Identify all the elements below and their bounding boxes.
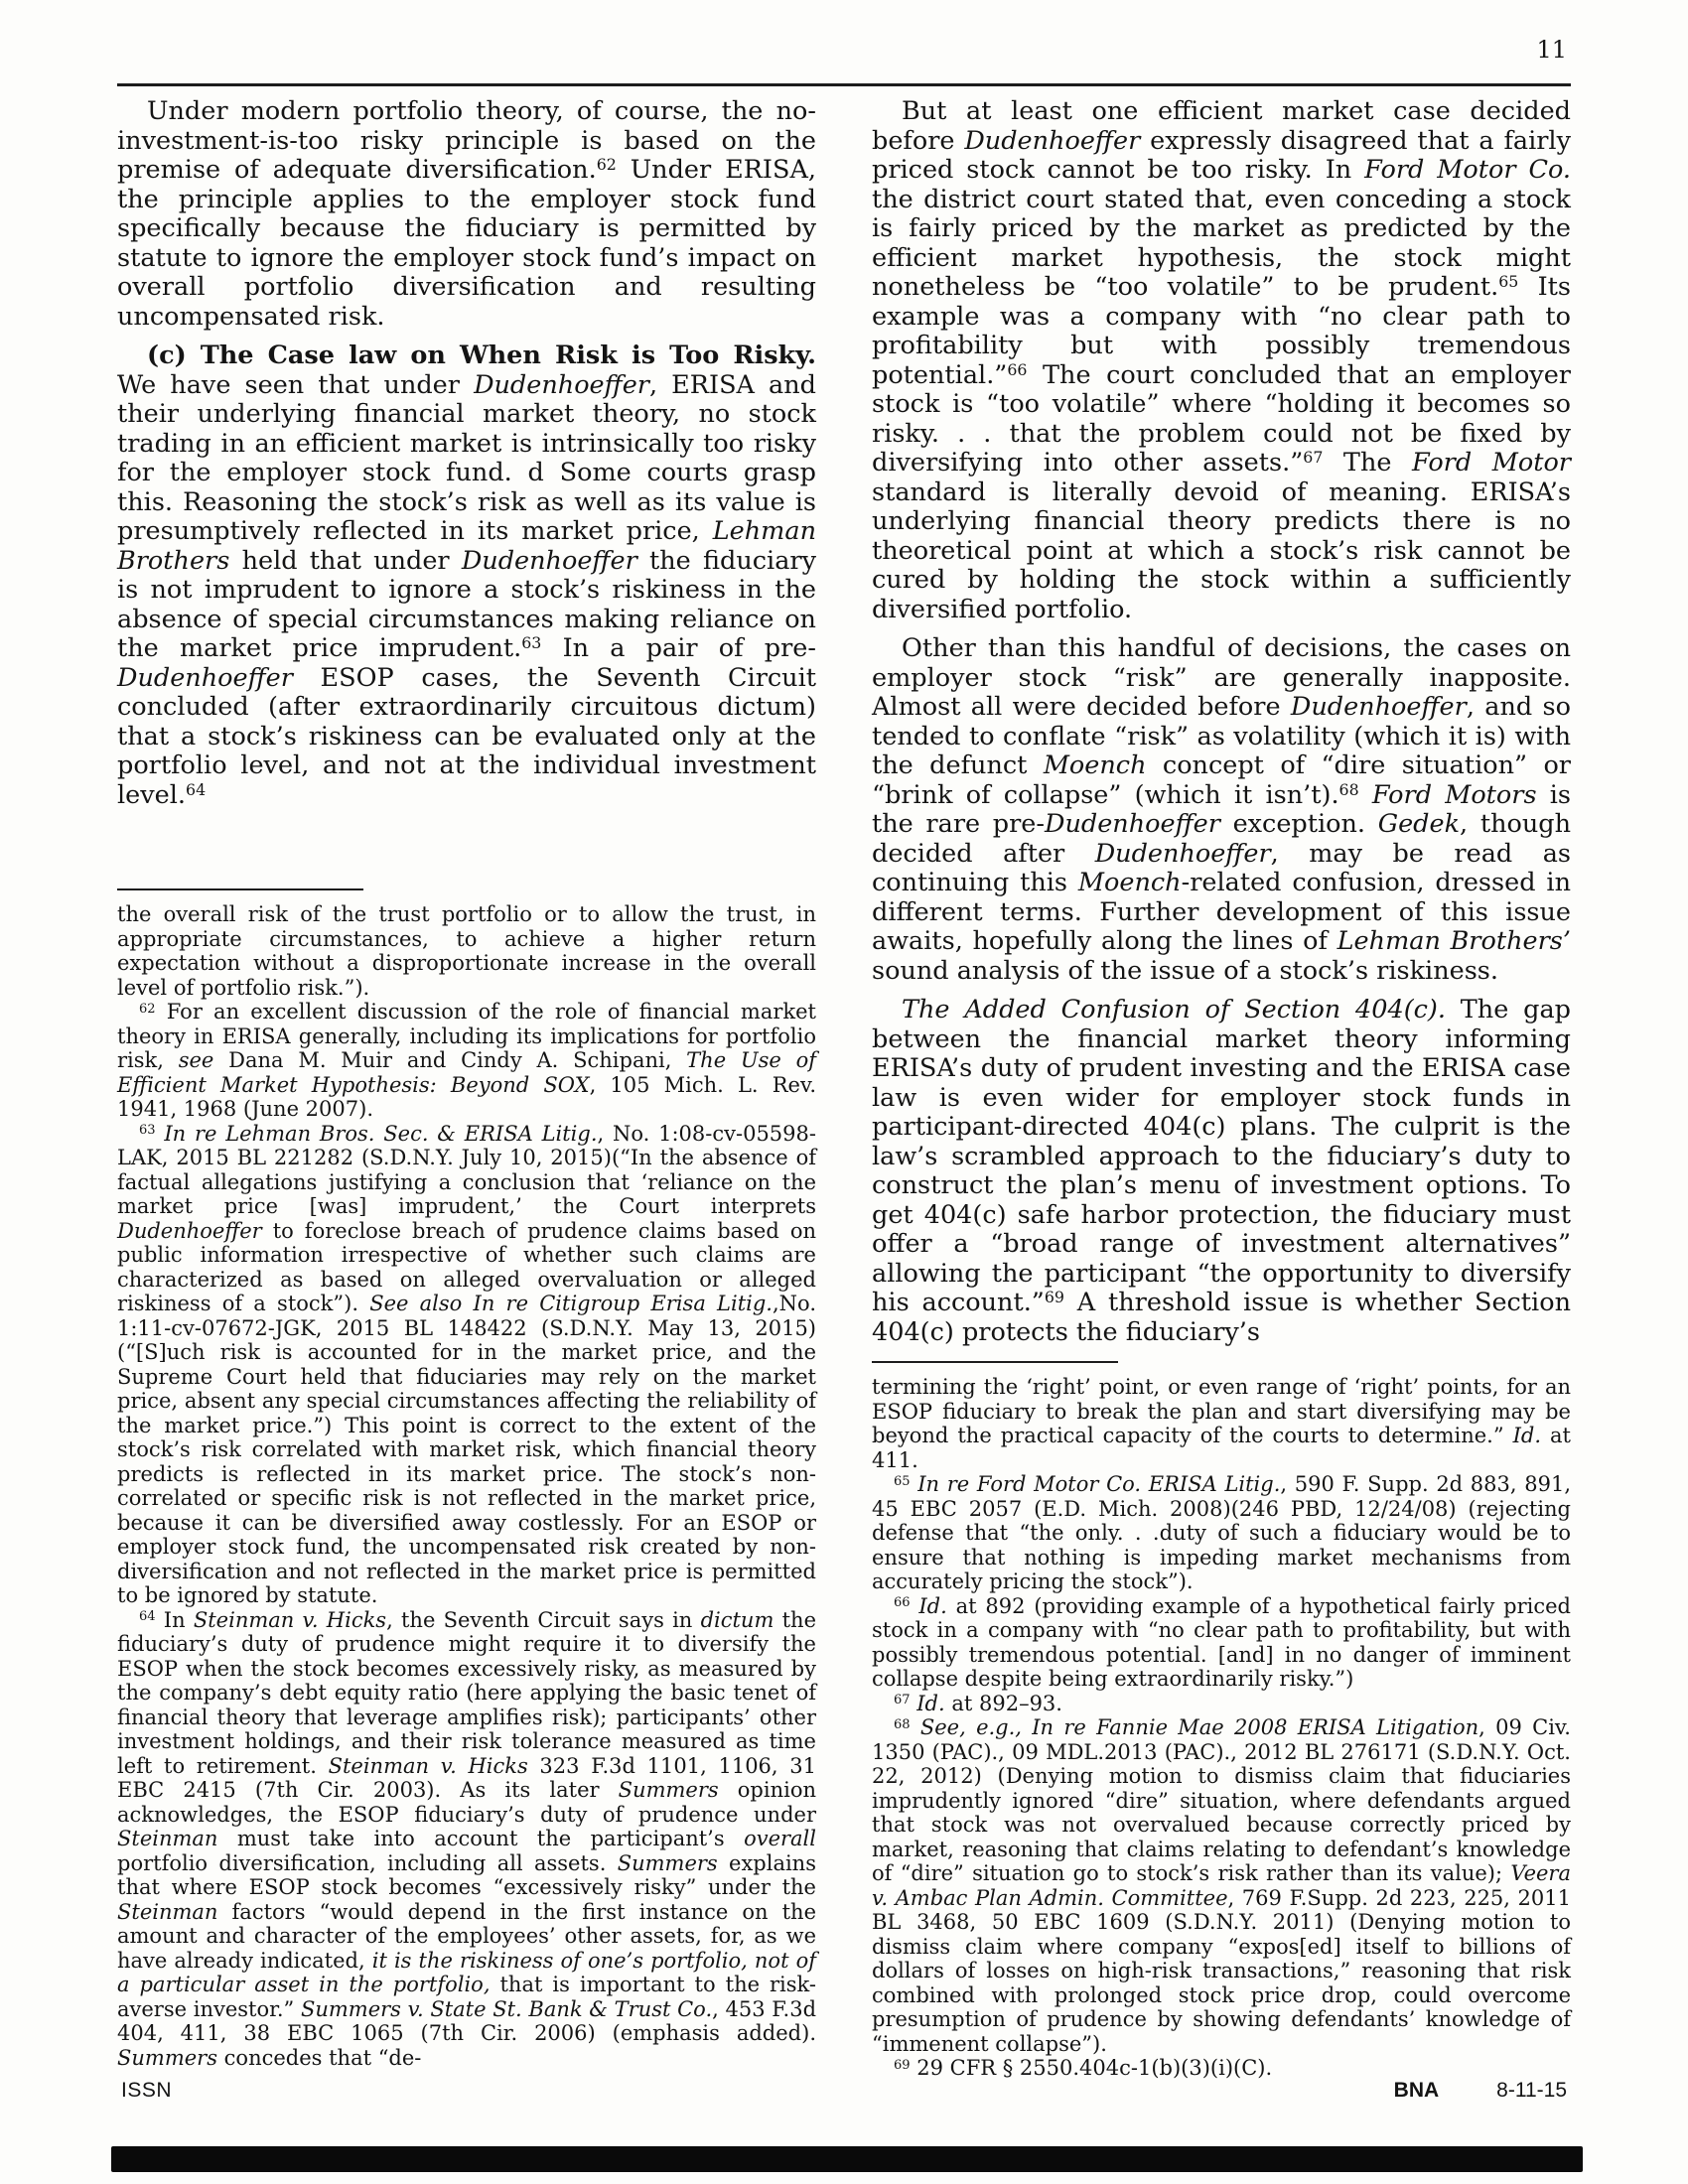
footer-issn: ISSN: [121, 2079, 173, 2102]
left-column: [117, 97, 816, 2070]
footer-date: 8-11-15: [1496, 2079, 1567, 2102]
footer-brand: BNA: [1393, 2079, 1440, 2102]
left-column-footnotes: [117, 875, 816, 2070]
right-footnote-list: [872, 1375, 1571, 2081]
page-footer: [121, 2079, 1567, 2103]
header-rule: [117, 83, 1571, 86]
right-column: [872, 96, 1572, 2080]
left-footnote-list: [117, 902, 816, 2070]
footnote-paragraph: $^{68}$ See, e.g., In re Fannie Mae 2008 ERISA Litigation, 09 Civ. 1350 (PAC)., 09 MDL.2013 (PAC)., 2012 BL 276171 (S.D.N.Y. Oct. 22, 2012) (Denying motion to dismiss claim that fiduciaries imprudently ignored “dire” situation, where defendants argued that stock was not overvalued because correctly priced by market, reasoning that claims relating to defendant’s knowledge of “dire” situation go to stock’s risk rather than its value); Veera v. Ambac Plan Admin. Committee, 769 F.Supp. 2d 223, 225, 2011 BL 3468, 50 EBC 1609 (S.D.N.Y. 2011) (Denying motion to dismiss claim where company “expos[ed] itself to billions of dollars of losses on high-risk transactions,” reasoning that risk combined with prolonged stock price drop, could overcome presumption of prudence by showing defendants’ knowledge of “immenent collapse”).: [872, 1715, 1571, 2056]
left-column-body: [117, 97, 816, 810]
body-paragraph: (c) The Case law on When Risk is Too Risky. We have seen that under Dudenhoeffer, ERISA and their underlying financial market theory, no stock trading in an efficient market is intrinsically too risky for the employer stock fund. d Some courts grasp this. Reasoning the stock’s risk as well as its value is presumptively reflected in its market price, Lehman Brothers held that under Dudenhoeffer the fiduciary is not imprudent to ignore a stock’s riskiness in the absence of special circumstances making reliance on the market price imprudent.$^{63}$ In a pair of pre-Dudenhoeffer ESOP cases, the Seventh Circuit concluded (after extraordinarily circuitous dictum) that a stock’s riskiness can be evaluated only at the portfolio level, and not at the individual investment level.$^{64}$: [117, 341, 816, 810]
right-column-footnotes: [872, 1347, 1571, 2081]
footnote-paragraph: $^{63}$ In re Lehman Bros. Sec. & ERISA Litig., No. 1:08-cv-05598-LAK, 2015 BL 221282 (S.D.N.Y. July 10, 2015)(“In the absence of factual allegations justifying a conclusion that ‘reliance on the market price [was] imprudent,’ the Court interprets Dudenhoeffer to foreclose breach of prudence claims based on public information irrespective of whether such claims are characterized as based on alleged overvaluation or alleged riskiness of a stock”). See also In re Citigroup Erisa Litig.,No. 1:11-cv-07672-JGK, 2015 BL 148422 (S.D.N.Y. May 13, 2015)(“[S]uch risk is accounted for in the market price, and the Supreme Court held that fiduciaries may rely on the market price, absent any special circumstances affecting the reliability of the market price.”) This point is correct to the extent of the stock’s risk correlated with market risk, which financial theory predicts is reflected in its market price. The stock’s non-correlated or specific risk is not reflected in the market price, because it can be diversified away costlessly. For an ESOP or employer stock fund, the uncompensated risk created by non-diversification and not reflected in the market price is permitted to be ignored by statute.: [117, 1121, 816, 1607]
body-paragraph: Other than this handful of decisions, the cases on employer stock “risk” are generally inapposite. Almost all were decided before Dudenhoeffer, and so tended to conflate “risk” as volatility (which it is) with the defunct Moench concept of “dire situation” or “brink of collapse” (which it isn’t).$^{68}$ Ford Motors is the rare pre-Dudenhoeffer exception. Gedek, though decided after Dudenhoeffer, may be read as continuing this Moench-related confusion, dressed in different terms. Further development of this issue awaits, hopefully along the lines of Lehman Brothers’ sound analysis of the issue of a stock’s riskiness.: [872, 633, 1572, 986]
footnote-paragraph: the overall risk of the trust portfolio or to allow the trust, in appropriate circumstances, to achieve a higher return expectation without a disproportionate increase in the overall level of portfolio risk.”).: [117, 902, 816, 1000]
footnote-separator-rule: [117, 888, 363, 890]
scan-artifact-bar: [111, 2146, 1583, 2172]
footnote-paragraph: $^{66}$ Id. at 892 (providing example of a hypothetical fairly priced stock in a company with “no clear path to profitability, but with possibly tremendous potential. [and] in no danger of imminent collapse despite being extraordinarily risky.”): [872, 1593, 1571, 1691]
footnote-paragraph: $^{64}$ In Steinman v. Hicks, the Seventh Circuit says in dictum the fiduciary’s duty of prudence might require it to diversify the ESOP when the stock becomes excessively risky, as measured by the company’s debt equity ratio (here applying the basic tenet of financial theory that leverage amplifies risk); participants’ other investment holdings, and their risk tolerance measured as time left to retirement. Steinman v. Hicks 323 F.3d 1101, 1106, 31 EBC 2415 (7th Cir. 2003). As its later Summers opinion acknowledges, the ESOP fiduciary’s duty of prudence under Steinman must take into account the participant’s overall portfolio diversification, including all assets. Summers explains that where ESOP stock becomes “excessively risky” under the Steinman factors “would depend in the first instance on the amount and character of the employees’ other assets, for, as we have already indicated, it is the riskiness of one’s portfolio, not of a particular asset in the portfolio, that is important to the risk-averse investor.” Summers v. State St. Bank & Trust Co., 453 F.3d 404, 411, 38 EBC 1065 (7th Cir. 2006) (emphasis added). Summers concedes that “de-: [117, 1607, 817, 2070]
body-paragraph: Under modern portfolio theory, of course, the no-investment-is-too risky principle is based on the premise of adequate diversification.$^{62}$ Under ERISA, the principle applies to the employer stock fund specifically because the fiduciary is permitted by statute to ignore the employer stock fund’s impact on overall portfolio diversification and resulting uncompensated risk.: [117, 96, 816, 332]
body-paragraph: The Added Confusion of Section 404(c). The gap between the financial market theory informing ERISA’s duty of prudent investing and the ERISA case law is even wider for employer stock funds in participant-directed 404(c) plans. The culprit is the law’s scrambled approach to the fiduciary’s duty to construct the plan’s menu of investment options. To get 404(c) safe harbor protection, the fiduciary must offer a “broad range of investment alternatives” allowing the participant “the opportunity to diversify his account.”$^{69}$ A threshold issue is whether Section 404(c) protects the fiduciary’s: [872, 995, 1571, 1347]
footnote-separator-rule: [872, 1361, 1118, 1363]
body-paragraph: But at least one efficient market case decided before Dudenhoeffer expressly disagreed that a fairly priced stock cannot be too risky. In Ford Motor Co. the district court stated that, even conceding a stock is fairly priced by the market as predicted by the efficient market hypothesis, the stock might nonetheless be “too volatile” to be prudent.$^{65}$ Its example was a company with “no clear path to profitability but with possibly tremendous potential.”$^{66}$ The court concluded that an employer stock is “too volatile” where “holding it becomes so risky. . . that the problem could not be fixed by diversifying into other assets.”$^{67}$ The Ford Motor standard is literally devoid of meaning. ERISA’s underlying financial theory predicts there is no theoretical point at which a stock’s risk cannot be cured by holding the stock within a sufficiently diversified portfolio.: [872, 96, 1572, 624]
footnote-paragraph: $^{69}$ 29 CFR § 2550.404c-1(b)(3)(i)(C).: [894, 2056, 1273, 2080]
footnote-paragraph: $^{67}$ Id. at 892–93.: [894, 1691, 1062, 1715]
footnote-paragraph: termining the ‘right’ point, or even range of ‘right’ points, for an ESOP fiduciary to break the plan and start diversifying may be beyond the practical capacity of the courts to determine.” Id. at 411.: [872, 1375, 1571, 1472]
footnote-paragraph: $^{65}$ In re Ford Motor Co. ERISA Litig., 590 F. Supp. 2d 883, 891, 45 EBC 2057 (E.D. Mich. 2008)(246 PBD, 12/24/08) (rejecting defense that “the only. . .duty of such a fiduciary would be to ensure that nothing is impeding market mechanisms from accurately pricing the stock”).: [872, 1472, 1572, 1593]
page-content: [117, 96, 1572, 2080]
footer-right-group: [1394, 2079, 1567, 2103]
footnote-paragraph: $^{62}$ For an excellent discussion of the role of financial market theory in ERISA generally, including its implications for portfolio risk, see Dana M. Muir and Cindy A. Schipani, The Use of Efficient Market Hypothesis: Beyond SOX, 105 Mich. L. Rev. 1941, 1968 (June 2007).: [117, 1000, 816, 1121]
right-column-body: [872, 97, 1571, 1347]
page-number: 11: [1536, 36, 1567, 64]
